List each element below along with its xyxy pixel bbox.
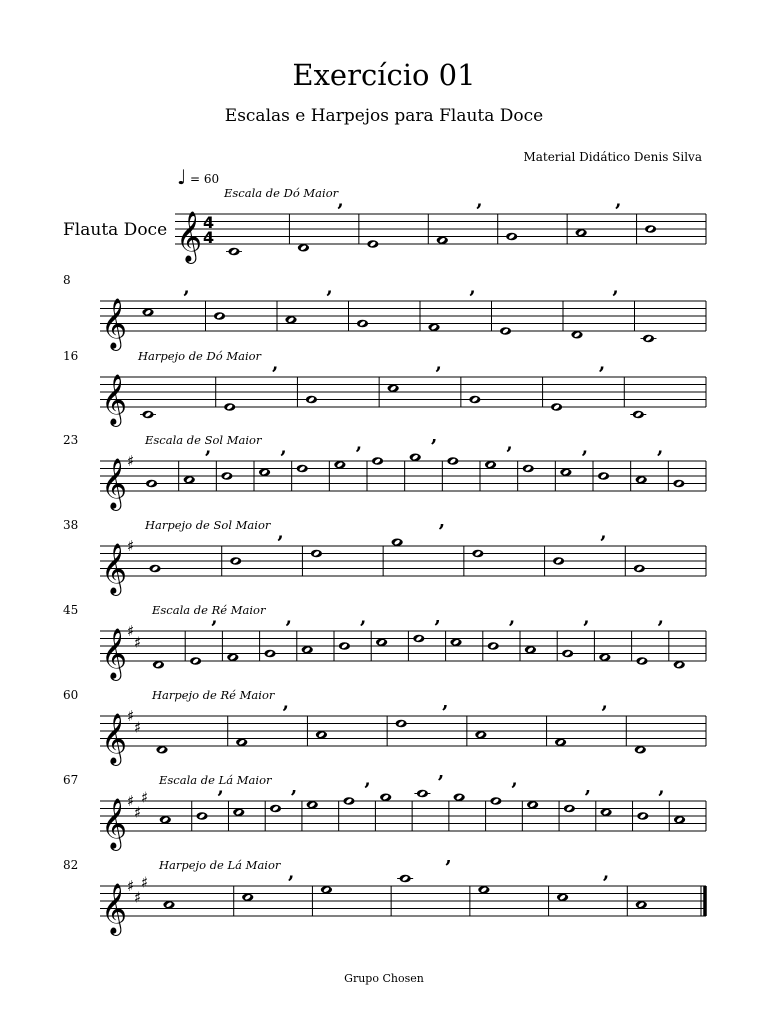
sharp-icon: ♯ xyxy=(127,622,135,640)
staff-system xyxy=(63,273,706,351)
whole-note xyxy=(156,746,167,753)
staff-system xyxy=(63,603,706,681)
section-label: Harpejo de Ré Maior xyxy=(152,688,275,702)
whole-note xyxy=(357,320,368,327)
whole-note xyxy=(142,309,153,316)
treble-clef-icon: 𝄞 xyxy=(101,883,128,934)
breath-mark-icon: ’ xyxy=(441,700,449,725)
sharp-icon: ♯ xyxy=(127,877,135,895)
breath-mark-icon: ’ xyxy=(276,531,284,555)
breath-mark-icon: ’ xyxy=(656,446,664,470)
whole-note xyxy=(221,472,232,479)
whole-note xyxy=(557,894,568,901)
whole-note xyxy=(242,894,253,901)
staff-system xyxy=(63,518,706,596)
whole-note xyxy=(142,411,153,418)
whole-note xyxy=(297,465,308,472)
whole-note xyxy=(163,901,174,908)
whole-note xyxy=(637,812,648,819)
breath-mark-icon: ’ xyxy=(363,778,371,802)
whole-note xyxy=(560,469,571,476)
sharp-icon: ♯ xyxy=(141,873,149,892)
measure-number: 45 xyxy=(63,603,79,617)
breath-mark-icon: ’ xyxy=(444,855,452,880)
breath-mark-icon: ’ xyxy=(582,616,590,640)
sharp-icon: ♯ xyxy=(134,718,142,737)
sharp-icon: ♯ xyxy=(141,788,149,807)
whole-note xyxy=(633,411,644,418)
whole-note xyxy=(149,565,160,572)
measure-number: 8 xyxy=(63,273,71,287)
whole-note xyxy=(598,472,609,479)
breath-mark-icon: ’ xyxy=(281,701,289,725)
whole-note xyxy=(643,335,654,342)
sharp-icon: ♯ xyxy=(134,803,142,822)
section-label: Escala de Ré Maior xyxy=(152,603,266,617)
page-title: Exercício 01 xyxy=(292,58,476,92)
measure-number: 67 xyxy=(63,773,79,787)
whole-note xyxy=(392,539,403,546)
whole-note xyxy=(227,654,238,661)
whole-note xyxy=(674,661,685,668)
breath-mark-icon: ’ xyxy=(271,362,279,386)
breath-mark-icon: ’ xyxy=(437,770,445,795)
measure-number: 60 xyxy=(63,688,79,702)
breath-mark-icon: ’ xyxy=(611,286,619,310)
whole-note xyxy=(184,476,195,483)
whole-note xyxy=(146,480,157,487)
whole-note xyxy=(316,731,327,738)
whole-note xyxy=(571,331,582,338)
whole-note xyxy=(478,886,489,893)
treble-clef-icon: 𝄞 xyxy=(101,713,128,764)
whole-note xyxy=(562,650,573,657)
time-signature-bottom: 4 xyxy=(203,228,215,247)
whole-note xyxy=(488,642,499,649)
breath-mark-icon: ’ xyxy=(599,531,607,555)
whole-note xyxy=(485,461,496,468)
whole-note xyxy=(339,642,350,649)
breath-mark-icon: ’ xyxy=(584,785,592,810)
breath-mark-icon: ’ xyxy=(505,441,513,466)
treble-clef-icon: 𝄞 xyxy=(101,298,128,349)
whole-note xyxy=(555,739,566,746)
page-footer: Grupo Chosen xyxy=(344,972,424,985)
breath-mark-icon: ’ xyxy=(598,362,606,386)
staff-system xyxy=(63,433,706,511)
whole-note xyxy=(506,233,517,240)
breath-mark-icon: ’ xyxy=(430,434,438,459)
page-subtitle: Escalas e Harpejos para Flauta Doce xyxy=(224,106,544,126)
sharp-icon: ♯ xyxy=(127,537,135,555)
whole-note xyxy=(527,801,538,808)
whole-note xyxy=(334,461,345,468)
whole-note xyxy=(417,790,428,797)
sharp-icon: ♯ xyxy=(127,452,135,470)
tempo-marking xyxy=(177,165,219,189)
whole-note xyxy=(233,809,244,816)
section-label: Escala de Dó Maior xyxy=(224,186,339,200)
whole-note xyxy=(196,812,207,819)
whole-note xyxy=(600,809,611,816)
whole-note xyxy=(285,316,296,323)
tempo-text: = 60 xyxy=(190,172,220,186)
whole-note xyxy=(230,557,241,564)
staff-system xyxy=(63,186,706,264)
whole-note xyxy=(553,557,564,564)
breath-mark-icon: ’ xyxy=(182,286,190,310)
whole-note xyxy=(160,816,171,823)
section-label: Harpejo de Dó Maior xyxy=(138,349,262,363)
whole-note xyxy=(674,816,685,823)
whole-note xyxy=(259,469,270,476)
whole-note xyxy=(376,639,387,646)
breath-mark-icon: ’ xyxy=(468,286,476,310)
breath-mark-icon: ’ xyxy=(216,786,224,810)
whole-note xyxy=(634,565,645,572)
treble-clef-icon: 𝄞 xyxy=(101,628,128,679)
whole-note xyxy=(599,654,610,661)
whole-note xyxy=(523,465,534,472)
breath-mark-icon: ’ xyxy=(434,362,442,386)
whole-note xyxy=(450,639,461,646)
staff-system xyxy=(63,771,706,852)
whole-note xyxy=(224,403,235,410)
breath-mark-icon: ’ xyxy=(359,616,367,640)
whole-note xyxy=(564,805,575,812)
breath-mark-icon: ’ xyxy=(508,616,516,640)
whole-note xyxy=(551,403,562,410)
whole-note xyxy=(636,657,647,664)
measure-number: 38 xyxy=(63,518,79,532)
whole-note xyxy=(454,794,465,801)
whole-note xyxy=(306,396,317,403)
whole-note xyxy=(236,739,247,746)
whole-note xyxy=(380,794,391,801)
whole-note xyxy=(500,327,511,334)
section-label: Escala de Sol Maior xyxy=(145,433,262,447)
breath-mark-icon: ’ xyxy=(433,615,441,640)
whole-note xyxy=(388,385,399,392)
composer-credit: Material Didático Denis Silva xyxy=(523,150,702,164)
whole-note xyxy=(410,454,421,461)
breath-mark-icon: ’ xyxy=(279,446,287,470)
treble-clef-icon: 𝄞 xyxy=(101,543,128,594)
sharp-icon: ♯ xyxy=(134,888,142,907)
breath-mark-icon: ’ xyxy=(325,286,333,310)
whole-note xyxy=(311,550,322,557)
sharp-icon: ♯ xyxy=(127,707,135,725)
breath-mark-icon: ’ xyxy=(614,199,622,223)
breath-mark-icon: ’ xyxy=(600,701,608,725)
breath-mark-icon: ’ xyxy=(580,446,588,470)
treble-clef-icon: 𝄞 xyxy=(176,211,203,262)
measure-number: 82 xyxy=(63,858,79,872)
whole-note xyxy=(321,886,332,893)
whole-note xyxy=(214,312,225,319)
measure-number: 23 xyxy=(63,433,79,447)
whole-note xyxy=(636,476,647,483)
whole-note xyxy=(307,801,318,808)
whole-note xyxy=(396,720,407,727)
breath-mark-icon: ’ xyxy=(336,199,344,223)
whole-note xyxy=(264,650,275,657)
section-label: Harpejo de Sol Maior xyxy=(145,518,271,532)
breath-mark-icon: ’ xyxy=(290,785,298,810)
whole-note xyxy=(635,746,646,753)
measure-number: 16 xyxy=(63,349,79,363)
breath-mark-icon: ’ xyxy=(438,519,445,544)
whole-note xyxy=(190,657,201,664)
whole-note xyxy=(469,396,480,403)
whole-note xyxy=(153,661,164,668)
breath-mark-icon: ’ xyxy=(475,199,483,223)
whole-note xyxy=(372,457,383,464)
whole-note xyxy=(400,875,411,882)
whole-note xyxy=(447,457,458,464)
section-label: Harpejo de Lá Maior xyxy=(159,858,281,872)
whole-note xyxy=(673,480,684,487)
whole-note xyxy=(413,635,424,642)
staff-system xyxy=(63,349,706,427)
whole-note xyxy=(270,805,281,812)
whole-note xyxy=(576,229,587,236)
whole-note xyxy=(302,646,313,653)
breath-mark-icon: ’ xyxy=(204,446,212,470)
section-label: Escala de Lá Maior xyxy=(159,773,272,787)
breath-mark-icon: ’ xyxy=(210,616,218,640)
instrument-name: Flauta Doce xyxy=(63,220,168,240)
staff-system xyxy=(63,856,706,937)
treble-clef-icon: 𝄞 xyxy=(101,458,128,509)
whole-note xyxy=(525,646,536,653)
treble-clef-icon: 𝄞 xyxy=(101,798,128,849)
whole-note xyxy=(645,225,656,232)
breath-mark-icon: ’ xyxy=(354,441,362,466)
breath-mark-icon: ’ xyxy=(656,616,664,640)
breath-mark-icon: ’ xyxy=(287,871,295,895)
staff-system xyxy=(63,688,706,766)
whole-note xyxy=(343,797,354,804)
breath-mark-icon: ’ xyxy=(602,871,610,895)
whole-note xyxy=(472,550,483,557)
whole-note xyxy=(428,324,439,331)
sharp-icon: ♯ xyxy=(134,633,142,652)
whole-note xyxy=(437,237,448,244)
time-signature-top: 4 xyxy=(203,213,215,232)
whole-note xyxy=(490,797,501,804)
breath-mark-icon: ’ xyxy=(510,778,518,802)
treble-clef-icon: 𝄞 xyxy=(101,374,128,425)
whole-note xyxy=(228,248,239,255)
breath-mark-icon: ’ xyxy=(284,616,292,640)
whole-note xyxy=(475,731,486,738)
quarter-note-icon: ♩ xyxy=(177,165,187,189)
whole-note xyxy=(367,240,378,247)
breath-mark-icon: ’ xyxy=(657,786,665,810)
sharp-icon: ♯ xyxy=(127,792,135,810)
whole-note xyxy=(636,901,647,908)
whole-note xyxy=(298,244,309,251)
